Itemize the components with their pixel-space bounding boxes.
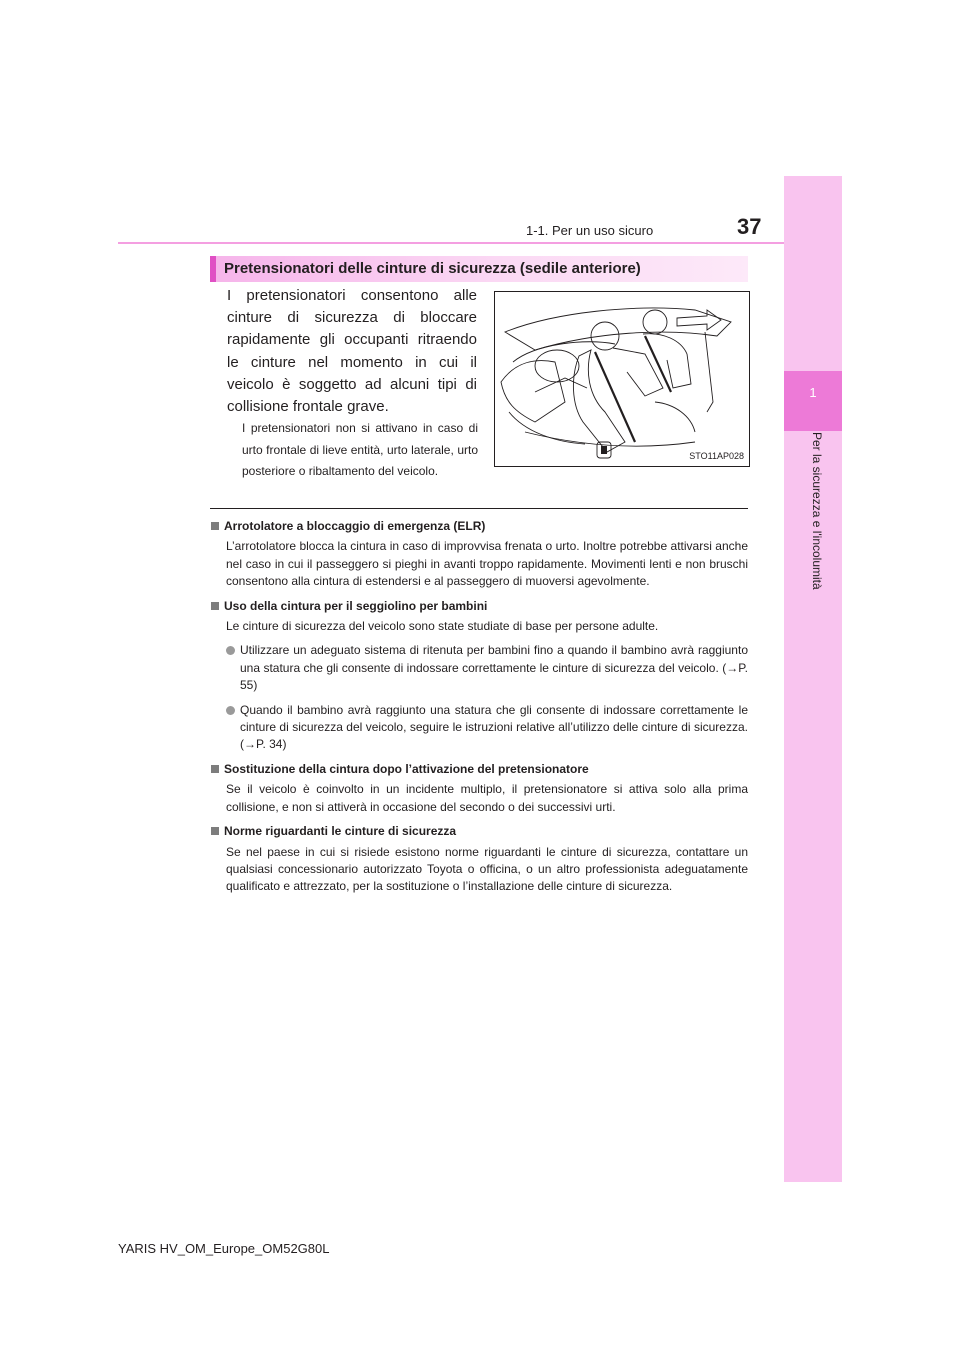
note-heading-regulations: Norme riguardanti le cinture di sicurezza <box>210 823 748 840</box>
note-body-replacement: Se il veicolo è coinvolto in un incidente multiplo, il pretensionatore si attiva solo alla prima collisione, e non si attiverà in occasione del secondo o dei successivi urti. <box>226 782 748 814</box>
intro-text: I pretensionatori consentono alle cinture di sicurezza di bloccare rapidamente gli occupanti ritraendo le cinture nel momento in cui il veicolo è soggetto ad alcuni tipi di collisione frontale grave. <box>227 287 477 416</box>
child-bullet-1: Utilizzare un adeguato sistema di ritenuta per bambini fino a quando il bambino avrà raggiunto una statura che gli consente di indossare correttamente le cinture di sicurezza del veicolo. (→P. 55) <box>210 642 748 694</box>
child-bullet-2: Quando il bambino avrà raggiunto una statura che gli consente di indossare correttamente le cinture di sicurezza del veicolo, seguire le istruzioni relative all’utilizzo delle cinture di sicurezza. (→P. 34) <box>210 702 748 754</box>
header-rule <box>118 242 784 244</box>
note-heading-elr: Arrotolatore a bloccaggio di emergenza (ELR) <box>210 518 748 535</box>
section-title-marker <box>210 256 216 282</box>
note-heading-replacement: Sostituzione della cintura dopo l’attivazione del pretensionatore <box>210 761 748 778</box>
note-heading-child-seat: Uso della cintura per il seggiolino per bambini <box>210 598 748 615</box>
side-tab-label: Per la sicurezza e l'incolumità <box>810 432 824 590</box>
circle-bullet-icon <box>226 646 235 655</box>
side-tab <box>784 176 842 1182</box>
section-title: Pretensionatori delle cinture di sicurezza (sedile anteriore) <box>224 260 641 277</box>
illustration-code: STO11AP028 <box>689 451 744 461</box>
car-interior-drawing <box>495 292 749 466</box>
notes-section <box>210 518 748 896</box>
note-body-child-seat: Le cinture di sicurezza del veicolo sono state studiate di base per persone adulte. <box>226 619 659 634</box>
square-bullet-icon <box>211 522 219 530</box>
side-tab-number-box <box>784 371 842 431</box>
square-bullet-icon <box>211 602 219 610</box>
side-tab-number: 1 <box>809 385 817 400</box>
square-bullet-icon <box>211 827 219 835</box>
seatbelt-pretensioner-illustration <box>494 291 750 467</box>
square-bullet-icon <box>211 765 219 773</box>
intro-note: I pretensionatori non si attivano in caso di urto frontale di lieve entità, urto laterale, urto posteriore o ribaltamento del veicolo. <box>242 421 478 479</box>
note-body-elr: L’arrotolatore blocca la cintura in caso di improvvisa frenata o urto. Inoltre potrebbe attivarsi anche nel caso in cui il passeggero si pieghi in avanti troppo rapidamente. Movimenti lenti e non bruschi consentono alla cintura di estendersi e al passeggero di muoversi agevolmente. <box>226 539 748 589</box>
circle-bullet-icon <box>226 706 235 715</box>
page-number: 37 <box>737 214 762 239</box>
note-body-regulations: Se nel paese in cui si risiede esistono norme riguardanti le cinture di sicurezza, contattare un qualsiasi concessionario autorizzato Toyota o officina, o un altro professionista adeguatamente qualificato e attrezzato, per la sostituzione o l’installazione delle cinture di sicurezza. <box>226 844 748 894</box>
header-section: 1-1. Per un uso sicuro <box>526 223 654 238</box>
footer-doc-code: YARIS HV_OM_Europe_OM52G80L <box>118 1241 330 1256</box>
section-divider <box>210 508 748 509</box>
